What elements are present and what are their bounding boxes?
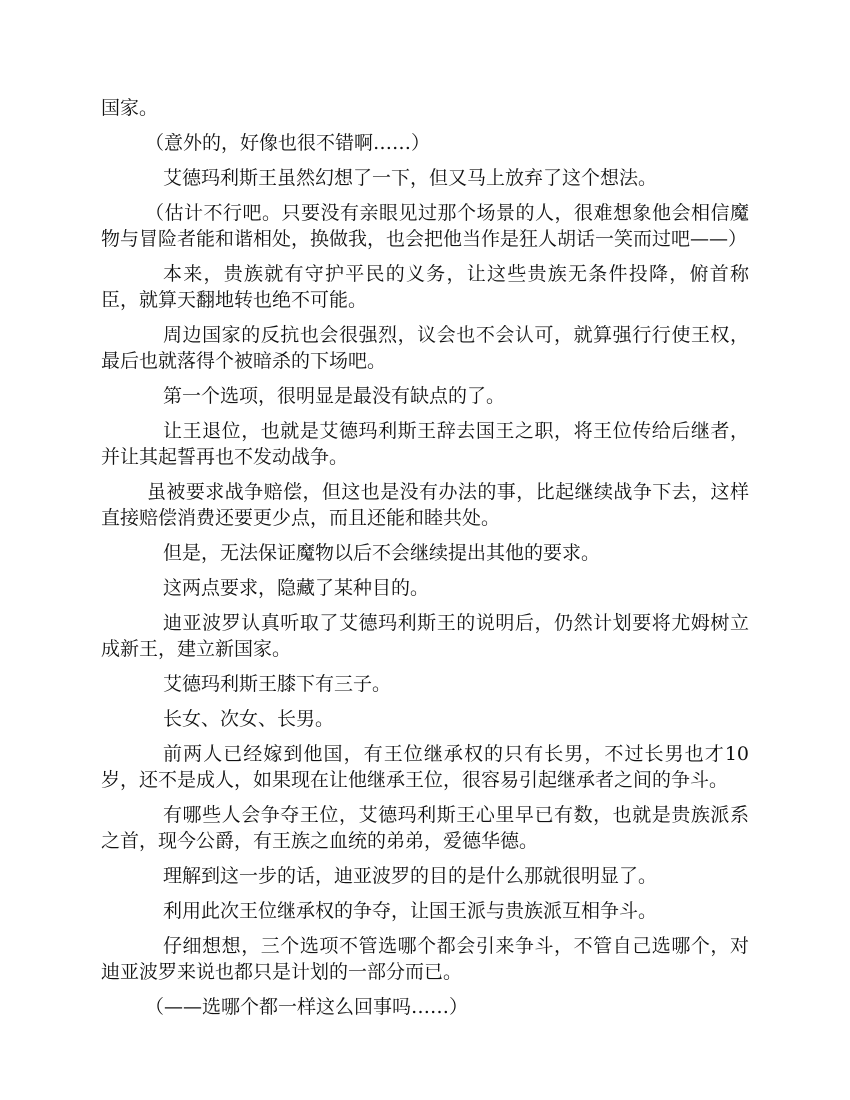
- paragraph-19: 仔细想想，三个选项不管选哪个都会引来争斗，不管自己选哪个，对迪亚波罗来说也都只是计划的一部分而已。: [101, 935, 749, 983]
- paragraph-13: 艾德玛利斯王膝下有三子。: [163, 673, 392, 695]
- paragraph-6: 周边国家的反抗也会很强烈，议会也不会认可，就算强行行使王权，最后也就落得个被暗杀的下场吧。: [101, 324, 749, 372]
- paragraph-11: 这两点要求，隐藏了某种目的。: [163, 577, 430, 599]
- paragraph-17: 理解到这一步的话，迪亚波罗的目的是什么那就很明显了。: [163, 865, 658, 887]
- document-body: [101, 95, 749, 1029]
- paragraph-3: 艾德玛利斯王虽然幻想了一下，但又马上放弃了这个想法。: [163, 167, 658, 189]
- paragraph-2: （意外的，好像也很不错啊……）: [145, 132, 431, 154]
- paragraph-12: 迪亚波罗认真听取了艾德玛利斯王的说明后，仍然计划要将尤姆树立成新王，建立新国家。: [101, 612, 749, 660]
- paragraph-5: 本来，贵族就有守护平民的义务，让这些贵族无条件投降，俯首称臣，就算天翻地转也绝不可能。: [101, 263, 749, 311]
- paragraph-1: 国家。: [101, 97, 159, 119]
- paragraph-4: （估计不行吧。只要没有亲眼见过那个场景的人，很难想象他会相信魔物与冒险者能和谐相处，换做我，也会把他当作是狂人胡话一笑而过吧——）: [101, 202, 749, 250]
- paragraph-9: 虽被要求战争赔偿，但这也是没有办法的事，比起继续战争下去，这样直接赔偿消费还要更少点，而且还能和睦共处。: [101, 481, 749, 529]
- paragraph-7: 第一个选项，很明显是最没有缺点的了。: [163, 385, 506, 407]
- paragraph-10: 但是，无法保证魔物以后不会继续提出其他的要求。: [163, 542, 601, 564]
- paragraph-15: 前两人已经嫁到他国，有王位继承权的只有长男，不过长男也才10岁，还不是成人，如果现在让他继承王位，很容易引起继承者之间的争斗。: [101, 743, 749, 791]
- paragraph-18: 利用此次王位继承权的争夺，让国王派与贵族派互相争斗。: [163, 900, 658, 922]
- paragraph-8: 让王退位，也就是艾德玛利斯王辞去国王之职，将王位传给后继者，并让其起誓再也不发动战争。: [101, 420, 749, 468]
- paragraph-14: 长女、次女、长男。: [163, 708, 335, 730]
- paragraph-20: （——选哪个都一样这么回事吗……）: [145, 996, 469, 1018]
- paragraph-16: 有哪些人会争夺王位，艾德玛利斯王心里早已有数，也就是贵族派系之首，现今公爵，有王族之血统的弟弟，爱德华德。: [101, 804, 749, 852]
